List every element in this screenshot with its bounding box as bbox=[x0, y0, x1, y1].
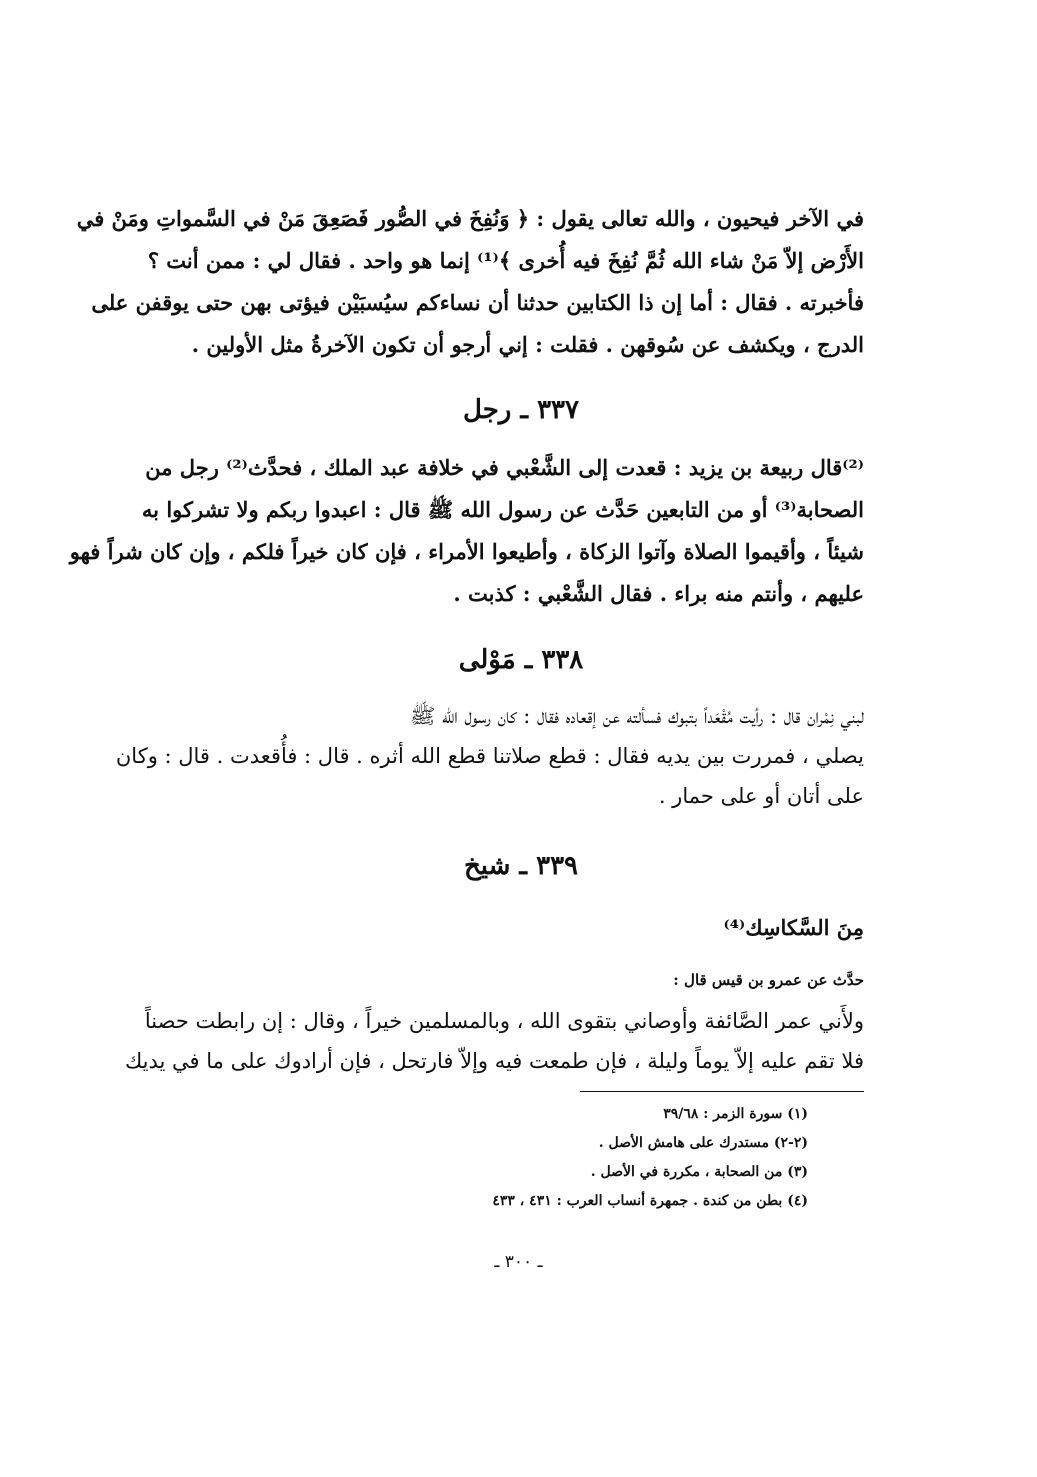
section-heading-338: ٣٣٨ ـ مَوْلى bbox=[458, 645, 584, 675]
text-line: الأَرْض إلاّ مَنْ شاء الله ثُمَّ نُفِخَ فيه أُخرى ﴾⁽¹⁾ إنما هو واحد . فقال لي : ممن أنت ؟ bbox=[147, 248, 864, 273]
text-line: لبني نِمْران قال : رأيت مُقْعَداً بتبوك فسألته عن إقعاده فقال : كان رسول الله ﷺ bbox=[409, 704, 864, 728]
footnote-1: (١) سورة الزمر : ٣٩/٦٨ bbox=[663, 1106, 808, 1122]
intro-paragraph bbox=[76, 198, 864, 366]
text-line: ولأَني عمر الصَّائفة وأوصاني بتقوى الله ، وبالمسلمين خيراً ، وقال : إن رابطت حصناً bbox=[144, 1009, 864, 1033]
section-338-body bbox=[115, 696, 864, 816]
text-line: فلا تقم عليه إلاّ يوماً وليلة ، فإن طمعت فيه وإلاّ فارتحل ، فإن أرادوك على ما في يديك bbox=[124, 1049, 864, 1073]
footnotes bbox=[178, 1100, 808, 1216]
footnote-divider bbox=[580, 1091, 864, 1092]
text-line: فأخبرته . فقال : أما إن ذا الكتابين حدثنا أن نساءكم سيُسبَيْن فيؤتى بهن حتى يوقفن على bbox=[91, 290, 864, 315]
text-line: في الآخر فيحيون ، والله تعالى يقول : ﴿ وَنُفِخَ في الصُّور فَصَعِقَ مَنْ في السَّمواتِ ومَنْ في bbox=[76, 206, 864, 231]
section-339-body bbox=[124, 1001, 864, 1081]
footnote-3: (٣) من الصحابة ، مكررة في الأصل . bbox=[590, 1164, 808, 1180]
text-line: شيئاً ، وأقيموا الصلاة وآتوا الزكاة ، وأطيعوا الأمراء ، فإن كان خيراً فلكم ، وإن كان شراً فهو bbox=[69, 539, 864, 564]
footnote-4: (٤) بطن من كندة . جمهرة أنساب العرب : ٤٣١ ، ٤٣٣ bbox=[492, 1193, 808, 1209]
text-line: الدرج ، ويكشف عن سُوقهن . فقلت : إني أرجو أن تكون الآخرةُ مثل الأولين . bbox=[191, 332, 864, 357]
page-number: ـ ٣٠٠ ـ bbox=[494, 1252, 543, 1272]
footnote-2: (٢-٢) مستدرك على هامش الأصل . bbox=[598, 1135, 808, 1151]
section-heading-339: ٣٣٩ ـ شيخ bbox=[463, 851, 579, 881]
text-line: ⁽²⁾قال ربيعة بن يزيد : قعدت إلى الشَّعْبي في خلافة عبد الملك ، فحدَّث⁽²⁾ رجل من bbox=[145, 455, 864, 480]
text-line: الصحابة⁽³⁾ أو من التابعين حَدَّث عن رسول الله ﷺ قال : اعبدوا ربكم ولا تشركوا به bbox=[141, 497, 864, 522]
text-line: عليهم ، وأنتم منه براء . فقال الشَّعْبي : كذبت . bbox=[453, 581, 864, 606]
section-339-intro: حدَّث عن عمرو بن قيس قال : bbox=[673, 971, 864, 989]
section-heading-337: ٣٣٧ ـ رجل bbox=[463, 395, 579, 425]
text-line: يصلي ، فمررت بين يديه فقال : قطع صلاتنا قطع الله أثره . قال : فأُقعدت . قال : وكان bbox=[115, 744, 864, 768]
text-line: على أتان أو على حمار . bbox=[658, 784, 864, 808]
section-339-subheading: مِنَ السَّكاسِك⁽⁴⁾ bbox=[723, 915, 864, 940]
section-337-body bbox=[69, 447, 864, 615]
